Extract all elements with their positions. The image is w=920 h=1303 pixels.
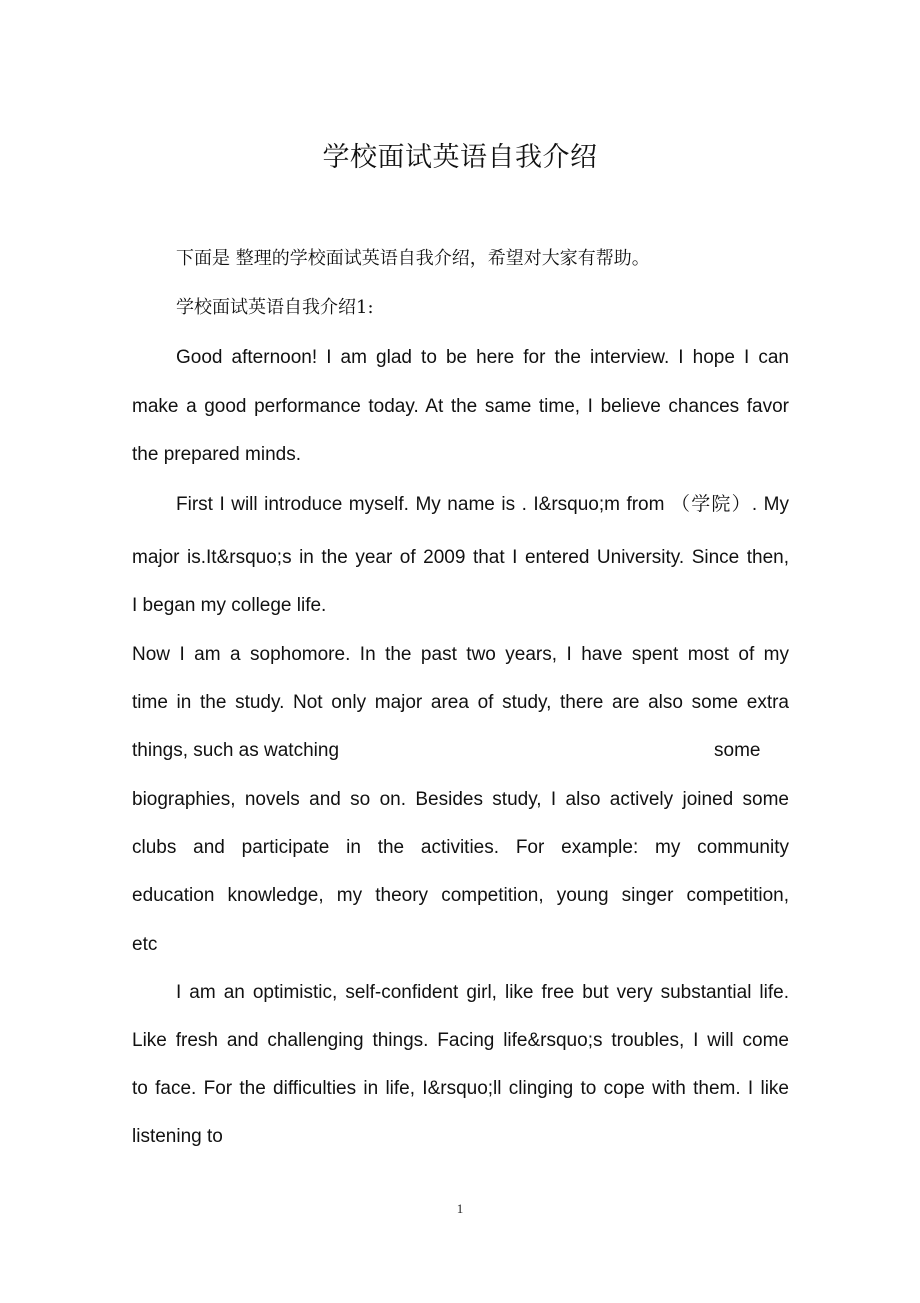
text-line: Like fresh and challenging things. Facing life&rsquo;s troubles, I will come	[132, 1030, 789, 1051]
text-line: Good afternoon! I am glad to be here for the interview. I hope I can	[176, 347, 789, 368]
text-line: clubs and participate in the activities. For example: my community	[132, 837, 789, 858]
text-line: time in the study. Not only major area of study, there are also some extra	[132, 692, 789, 713]
text-line: Now I am a sophomore. In the past two years, I have spent most of my	[132, 644, 789, 665]
text-line: I am an optimistic, self-confident girl, like free but very substantial life.	[176, 982, 789, 1003]
section-heading: 学校面试英语自我介绍1:	[176, 297, 374, 318]
text-line: biographies, novels and so on. Besides study, I also actively joined some	[132, 789, 789, 810]
text-line: education knowledge, my theory competition, young singer competition,	[132, 885, 789, 906]
text-line: listening to	[132, 1126, 223, 1147]
text-line: some	[714, 740, 761, 761]
text-line: to face. For the difficulties in life, I&rsquo;ll clinging to cope with them. I like	[132, 1078, 789, 1099]
intro-paragraph: 下面是 整理的学校面试英语自我介绍，希望对大家有帮助。	[176, 248, 650, 269]
text-line: First I will introduce myself. My name is . I&rsquo;m from （学院）. My	[176, 494, 789, 515]
text-line: I began my college life.	[132, 595, 327, 616]
text-line: etc	[132, 934, 158, 955]
text-line: the prepared minds.	[132, 444, 301, 465]
document-title: 学校面试英语自我介绍	[322, 142, 598, 173]
text-line: major is.It&rsquo;s in the year of 2009 that I entered University. Since then,	[132, 547, 789, 568]
text-line: things, such as watching	[132, 740, 340, 761]
text-line: make a good performance today. At the same time, I believe chances favor	[132, 396, 789, 417]
page-number: 1	[456, 1201, 464, 1216]
